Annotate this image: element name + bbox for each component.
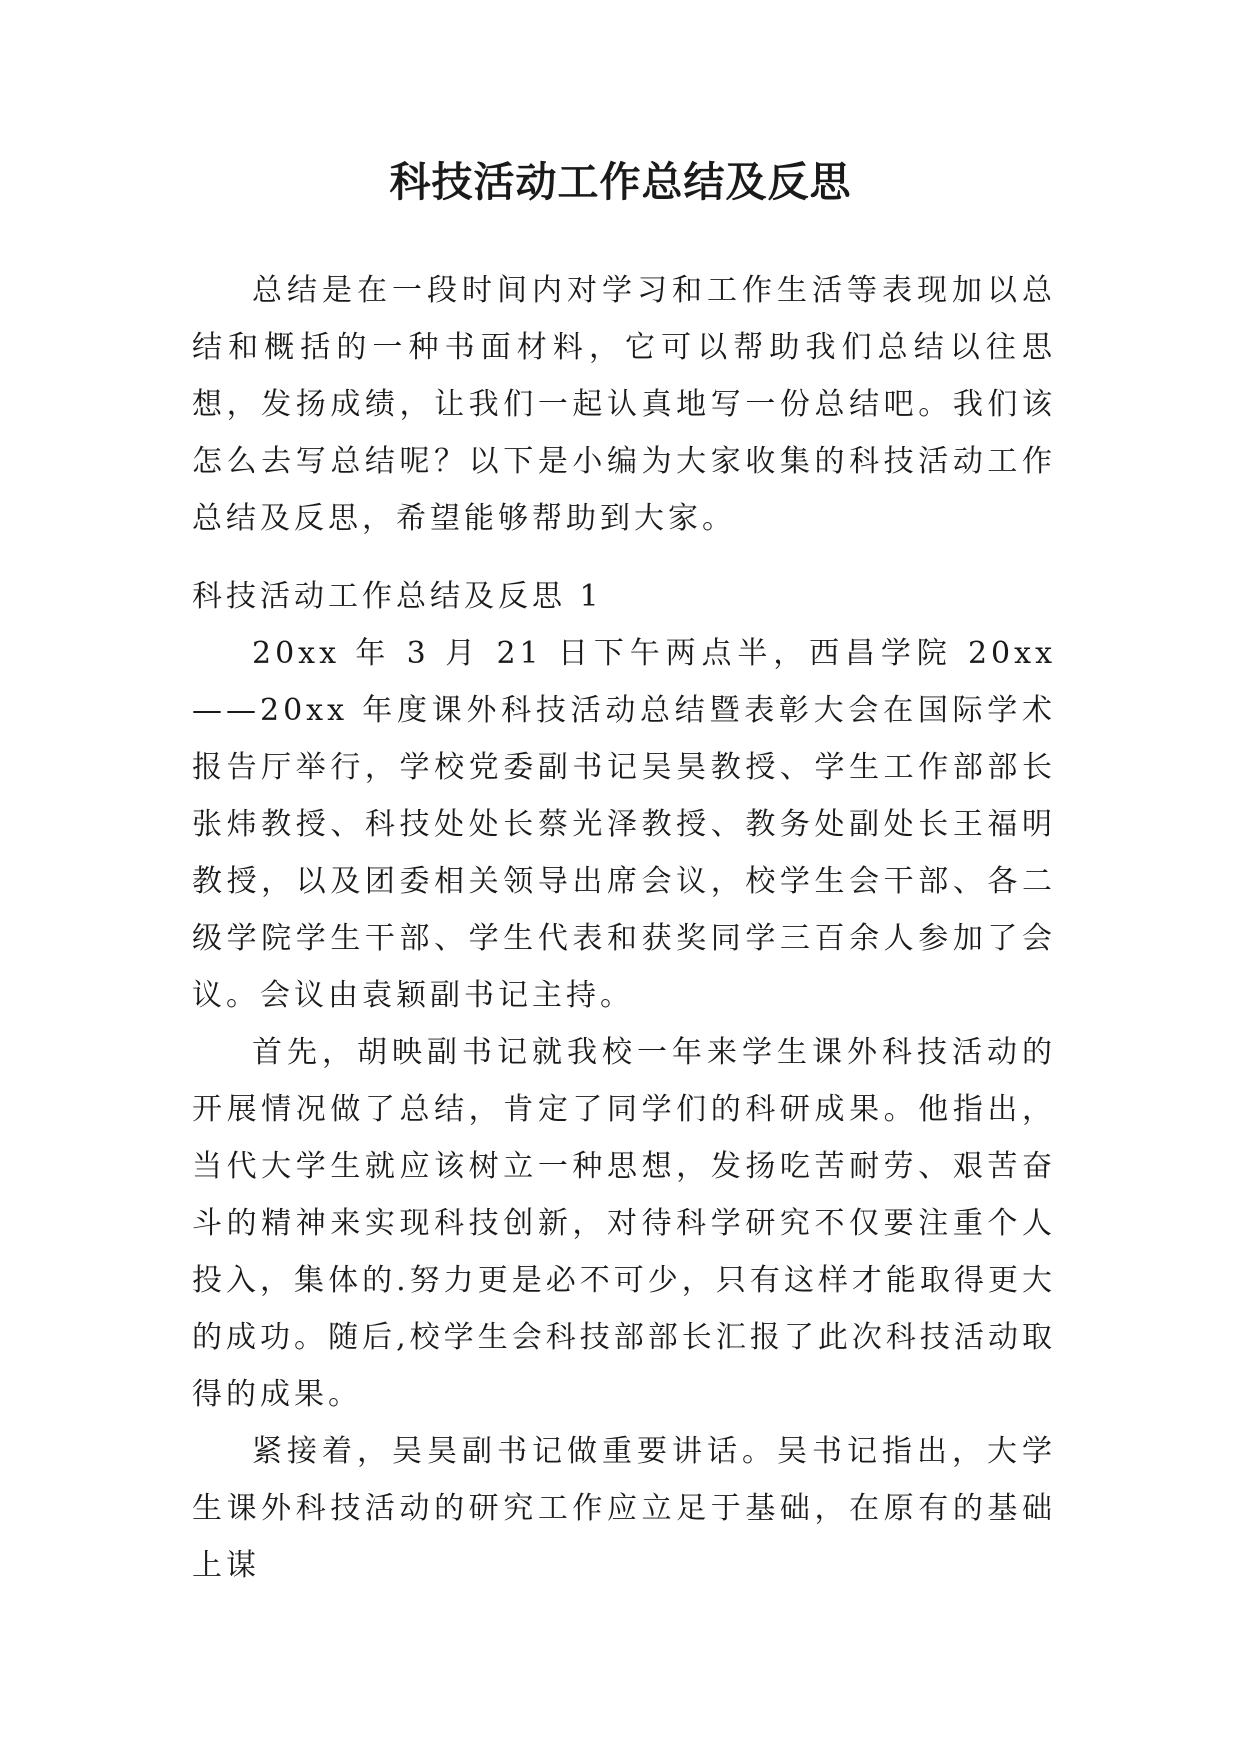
section-body [192,568,1056,1594]
section-heading: 科技活动工作总结及反思 1 [192,579,603,614]
intro-block [192,262,1056,547]
body-paragraph-2: 首先，胡映副书记就我校一年来学生课外科技活动的开展情况做了总结，肯定了同学们的科研成果。他指出，当代大学生就应该树立一种思想，发扬吃苦耐劳、艰苦奋斗的精神来实现科技创新，对待科学研究不仅要注重个人投入，集体的.努力更是必不可少，只有这样才能取得更大的成功。随后,校学生会科技部部长汇报了此次科技活动取得的成果。 [192,1035,1056,1412]
body-paragraph-1: 20xx 年 3 月 21 日下午两点半，西昌学院 20xx——20xx 年度课外科技活动总结暨表彰大会在国际学术报告厅举行，学校党委副书记吴昊教授、学生工作部部长张炜教授、科技处处长蔡光泽教授、教务处副处长王福明教授，以及团委相关领导出席会议，校学生会干部、各二级学院学生干部、学生代表和获奖同学三百余人参加了会议。会议由袁颖副书记主持。 [192,636,1056,1013]
body-paragraph-3: 紧接着，吴昊副书记做重要讲话。吴书记指出，大学生课外科技活动的研究工作应立足于基础，在原有的基础上谋 [192,1434,1056,1583]
document-title: 科技活动工作总结及反思 [389,158,852,206]
intro-paragraph: 总结是在一段时间内对学习和工作生活等表现加以总结和概括的一种书面材料，它可以帮助我们总结以往思想，发扬成绩，让我们一起认真地写一份总结吧。我们该怎么去写总结呢？以下是小编为大家收集的科技活动工作总结及反思，希望能够帮助到大家。 [192,273,1056,536]
